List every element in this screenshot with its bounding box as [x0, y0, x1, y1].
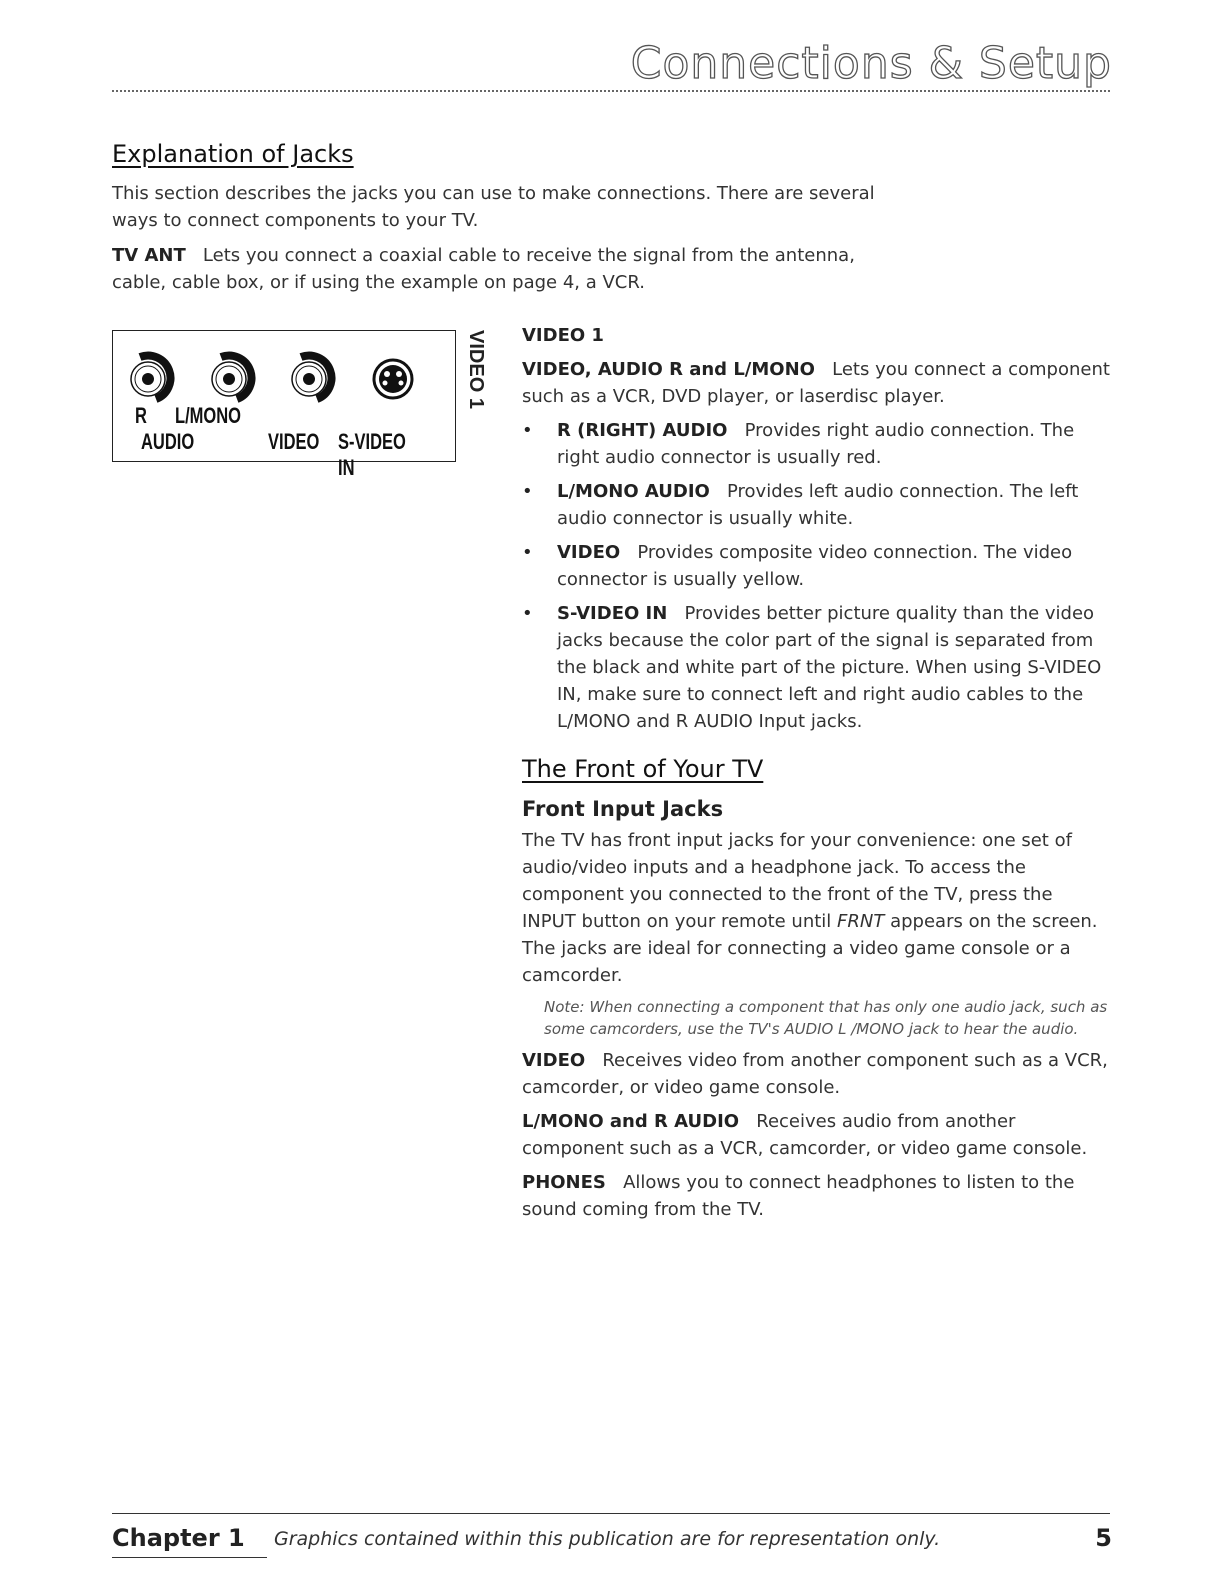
description: Provides right audio connection. The right audio connector is usually red.: [557, 420, 1075, 468]
term: VIDEO, AUDIO R and L/MONO: [522, 359, 815, 380]
text: appears on the screen. The jacks are ideal for connecting a video game console or a camcorder.: [522, 911, 1098, 986]
list-item: [522, 539, 1112, 593]
video1-paragraph: [522, 356, 1112, 410]
description: Receives video from another component such as a VCR, camcorder, or video game console.: [522, 1050, 1108, 1098]
chapter-underline: [112, 1557, 267, 1558]
rca-jack-icon: [212, 356, 251, 399]
description: Provides better picture quality than the video jacks because the color part of the signal is separated from the black and white part of the picture. When using S-VIDEO IN, make sure to connect left and right audio cables to the L/MONO and R AUDIO Input jacks.: [557, 603, 1102, 732]
term: R (RIGHT) AUDIO: [557, 420, 728, 441]
label-audio: AUDIO: [141, 429, 195, 454]
rca-jack-icon: [131, 356, 170, 399]
description: Lets you connect a coaxial cable to receive the signal from the antenna, cable, cable box, or if using the example on page 4, a VCR.: [112, 245, 855, 293]
video1-side-label: [458, 330, 486, 410]
list-item: [522, 478, 1112, 532]
emphasis: FRNT: [837, 911, 885, 932]
s-video-jack-icon: [374, 360, 412, 398]
description: Allows you to connect headphones to listen to the sound coming from the TV.: [522, 1172, 1075, 1220]
description: Provides left audio connection. The left audio connector is usually white.: [557, 481, 1079, 529]
term: S-VIDEO IN: [557, 603, 668, 624]
subheading: Front Input Jacks: [522, 797, 724, 821]
description: Provides composite video connection. The video connector is usually yellow.: [557, 542, 1073, 590]
front-item: [522, 1108, 1112, 1162]
footer-note: Graphics contained within this publication are for representation only.: [274, 1528, 941, 1550]
term: TV ANT: [112, 245, 186, 266]
term: VIDEO: [522, 1050, 586, 1071]
term: L/MONO and R AUDIO: [522, 1111, 740, 1132]
chapter-label: Chapter 1: [112, 1524, 245, 1552]
footer-rule: [112, 1513, 1110, 1514]
title-text: VIDEO 1: [522, 325, 604, 346]
section-heading: Explanation of Jacks: [112, 140, 354, 168]
page-number: 5: [1095, 1524, 1112, 1552]
front-item: [522, 1047, 1112, 1101]
jack-bullet-list: [522, 417, 1112, 735]
section-heading: The Front of Your TV: [522, 755, 764, 783]
list-item: [522, 600, 1112, 735]
label-video: VIDEO: [268, 429, 320, 454]
list-item: [522, 417, 1112, 471]
description: Lets you connect a component such as a VCR, DVD player, or laserdisc player.: [522, 359, 1110, 407]
right-column: [522, 322, 1112, 1230]
term: VIDEO: [557, 542, 621, 563]
note: Note: When connecting a component that has only one audio jack, such as some camcorders, use the TV's AUDIO L /MONO jack to hear the audio.: [544, 998, 1108, 1038]
explanation-section: [112, 140, 912, 304]
tv-ant-paragraph: [112, 242, 912, 296]
video1-title: [522, 322, 1112, 349]
page-header-title: Connections & Setup: [630, 38, 1112, 89]
jack-diagram: [112, 330, 456, 480]
rca-jack-icon: [292, 356, 331, 399]
label-s-video-in: S-VIDEO IN: [338, 429, 406, 480]
intro-paragraph: This section describes the jacks you can use to make connections. There are several ways to connect components to your TV.: [112, 183, 875, 231]
jack-icons: [113, 331, 455, 421]
text: The TV has front input jacks for your convenience: one set of audio/video inputs and a headphone jack. To access the component you connected to the front of the TV, press the INPUT button on your remote until: [522, 830, 1072, 932]
term: PHONES: [522, 1172, 606, 1193]
header-rule: [112, 90, 1110, 92]
description: Receives audio from another component such as a VCR, camcorder, or video game console.: [522, 1111, 1088, 1159]
label-r: R: [135, 403, 147, 428]
label-lmono: L/MONO: [175, 403, 241, 428]
front-item: [522, 1169, 1112, 1223]
term: L/MONO AUDIO: [557, 481, 710, 502]
front-paragraph: [522, 827, 1112, 989]
side-label-text: VIDEO 1: [464, 330, 487, 409]
